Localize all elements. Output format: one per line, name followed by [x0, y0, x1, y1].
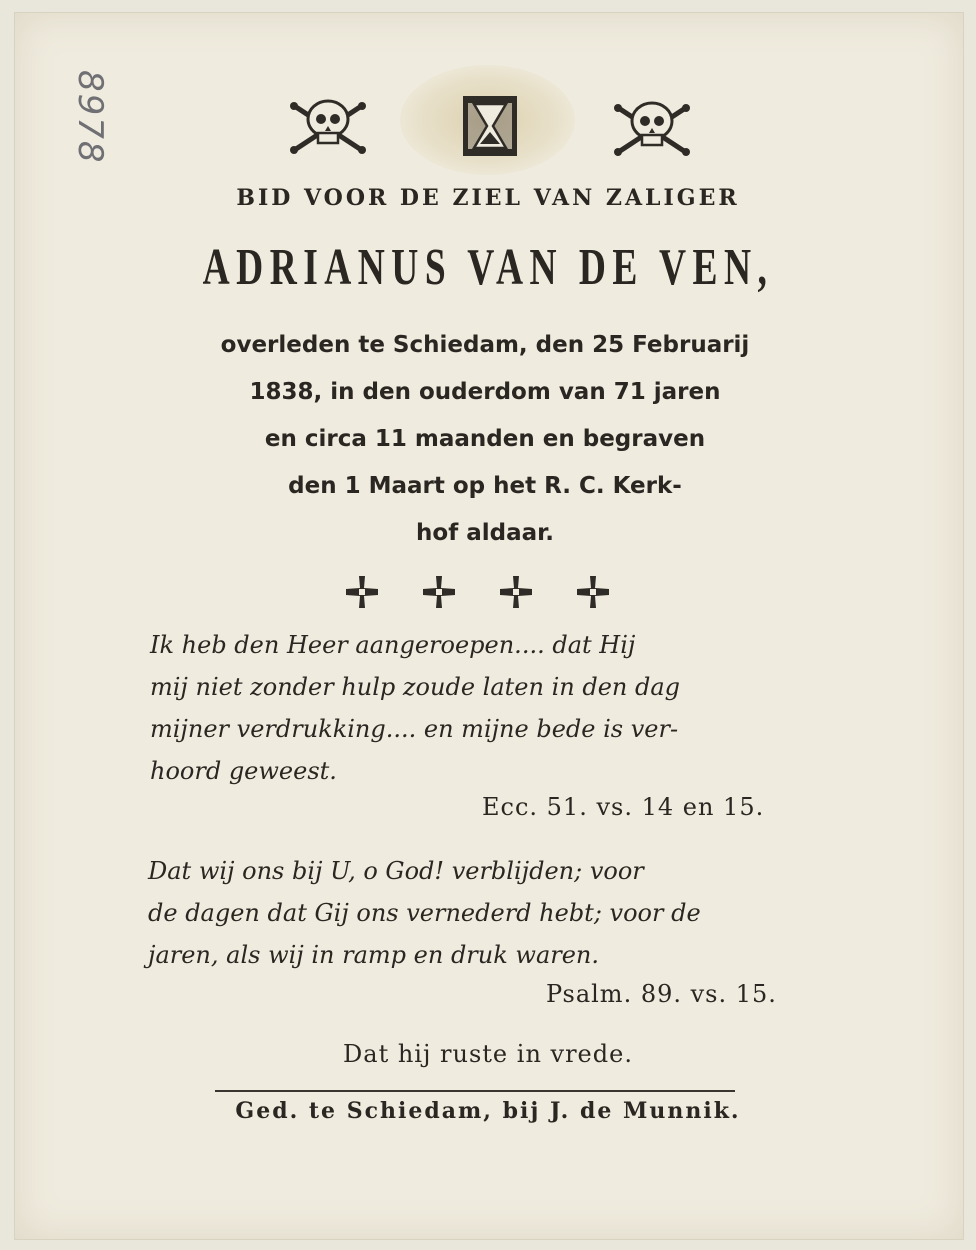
verse-line: hoord geweest.	[150, 757, 337, 785]
death-notice	[175, 322, 795, 557]
verse-reference-2: Psalm. 89. vs. 15.	[546, 980, 777, 1008]
verse-quote-2	[148, 850, 818, 976]
top-ornaments	[0, 0, 976, 200]
deceased-name: ADRIANUS VAN DE VEN,	[202, 239, 774, 296]
printer-imprint: Ged. te Schiedam, bij J. de Munnik.	[235, 1098, 741, 1124]
verse-reference-1: Ecc. 51. vs. 14 en 15.	[482, 793, 765, 821]
archive-number: 8978	[70, 70, 110, 165]
closing-line: Dat hij ruste in vrede.	[343, 1040, 633, 1068]
verse-line: jaren, als wij in ramp en druk waren.	[148, 941, 600, 969]
hourglass-icon	[463, 96, 517, 156]
verse-line: mij niet zonder hulp zoude laten in den dag	[150, 673, 681, 701]
divider-rule	[215, 1090, 735, 1092]
verse-line: Dat wij ons bij U, o God! verblijden; voor	[148, 857, 644, 885]
death-notice-line: hof aldaar.	[416, 520, 554, 546]
cross-pattee-icon	[500, 576, 532, 608]
death-notice-line: den 1 Maart op het R. C. Kerk-	[288, 473, 682, 499]
cross-pattee-icon	[346, 576, 378, 608]
verse-quote-1	[150, 624, 820, 792]
verse-line: mijner verdrukking.... en mijne bede is ver-	[150, 715, 679, 743]
cross-pattee-icon	[577, 576, 609, 608]
prayer-heading: BID VOOR DE ZIEL VAN ZALIGER	[236, 185, 740, 211]
cross-ornament-row	[342, 572, 632, 612]
cross-pattee-icon	[423, 576, 455, 608]
death-notice-line: 1838, in den ouderdom van 71 jaren	[249, 379, 721, 405]
death-notice-line: en circa 11 maanden en begraven	[264, 426, 706, 452]
death-notice-line: overleden te Schiedam, den 25 Februarij	[220, 332, 750, 358]
skull-crossbones-icon	[290, 101, 366, 154]
verse-line: Ik heb den Heer aangeroepen.... dat Hij	[150, 631, 636, 659]
skull-crossbones-icon	[614, 103, 690, 156]
verse-line: de dagen dat Gij ons vernederd hebt; voor de	[148, 899, 701, 927]
